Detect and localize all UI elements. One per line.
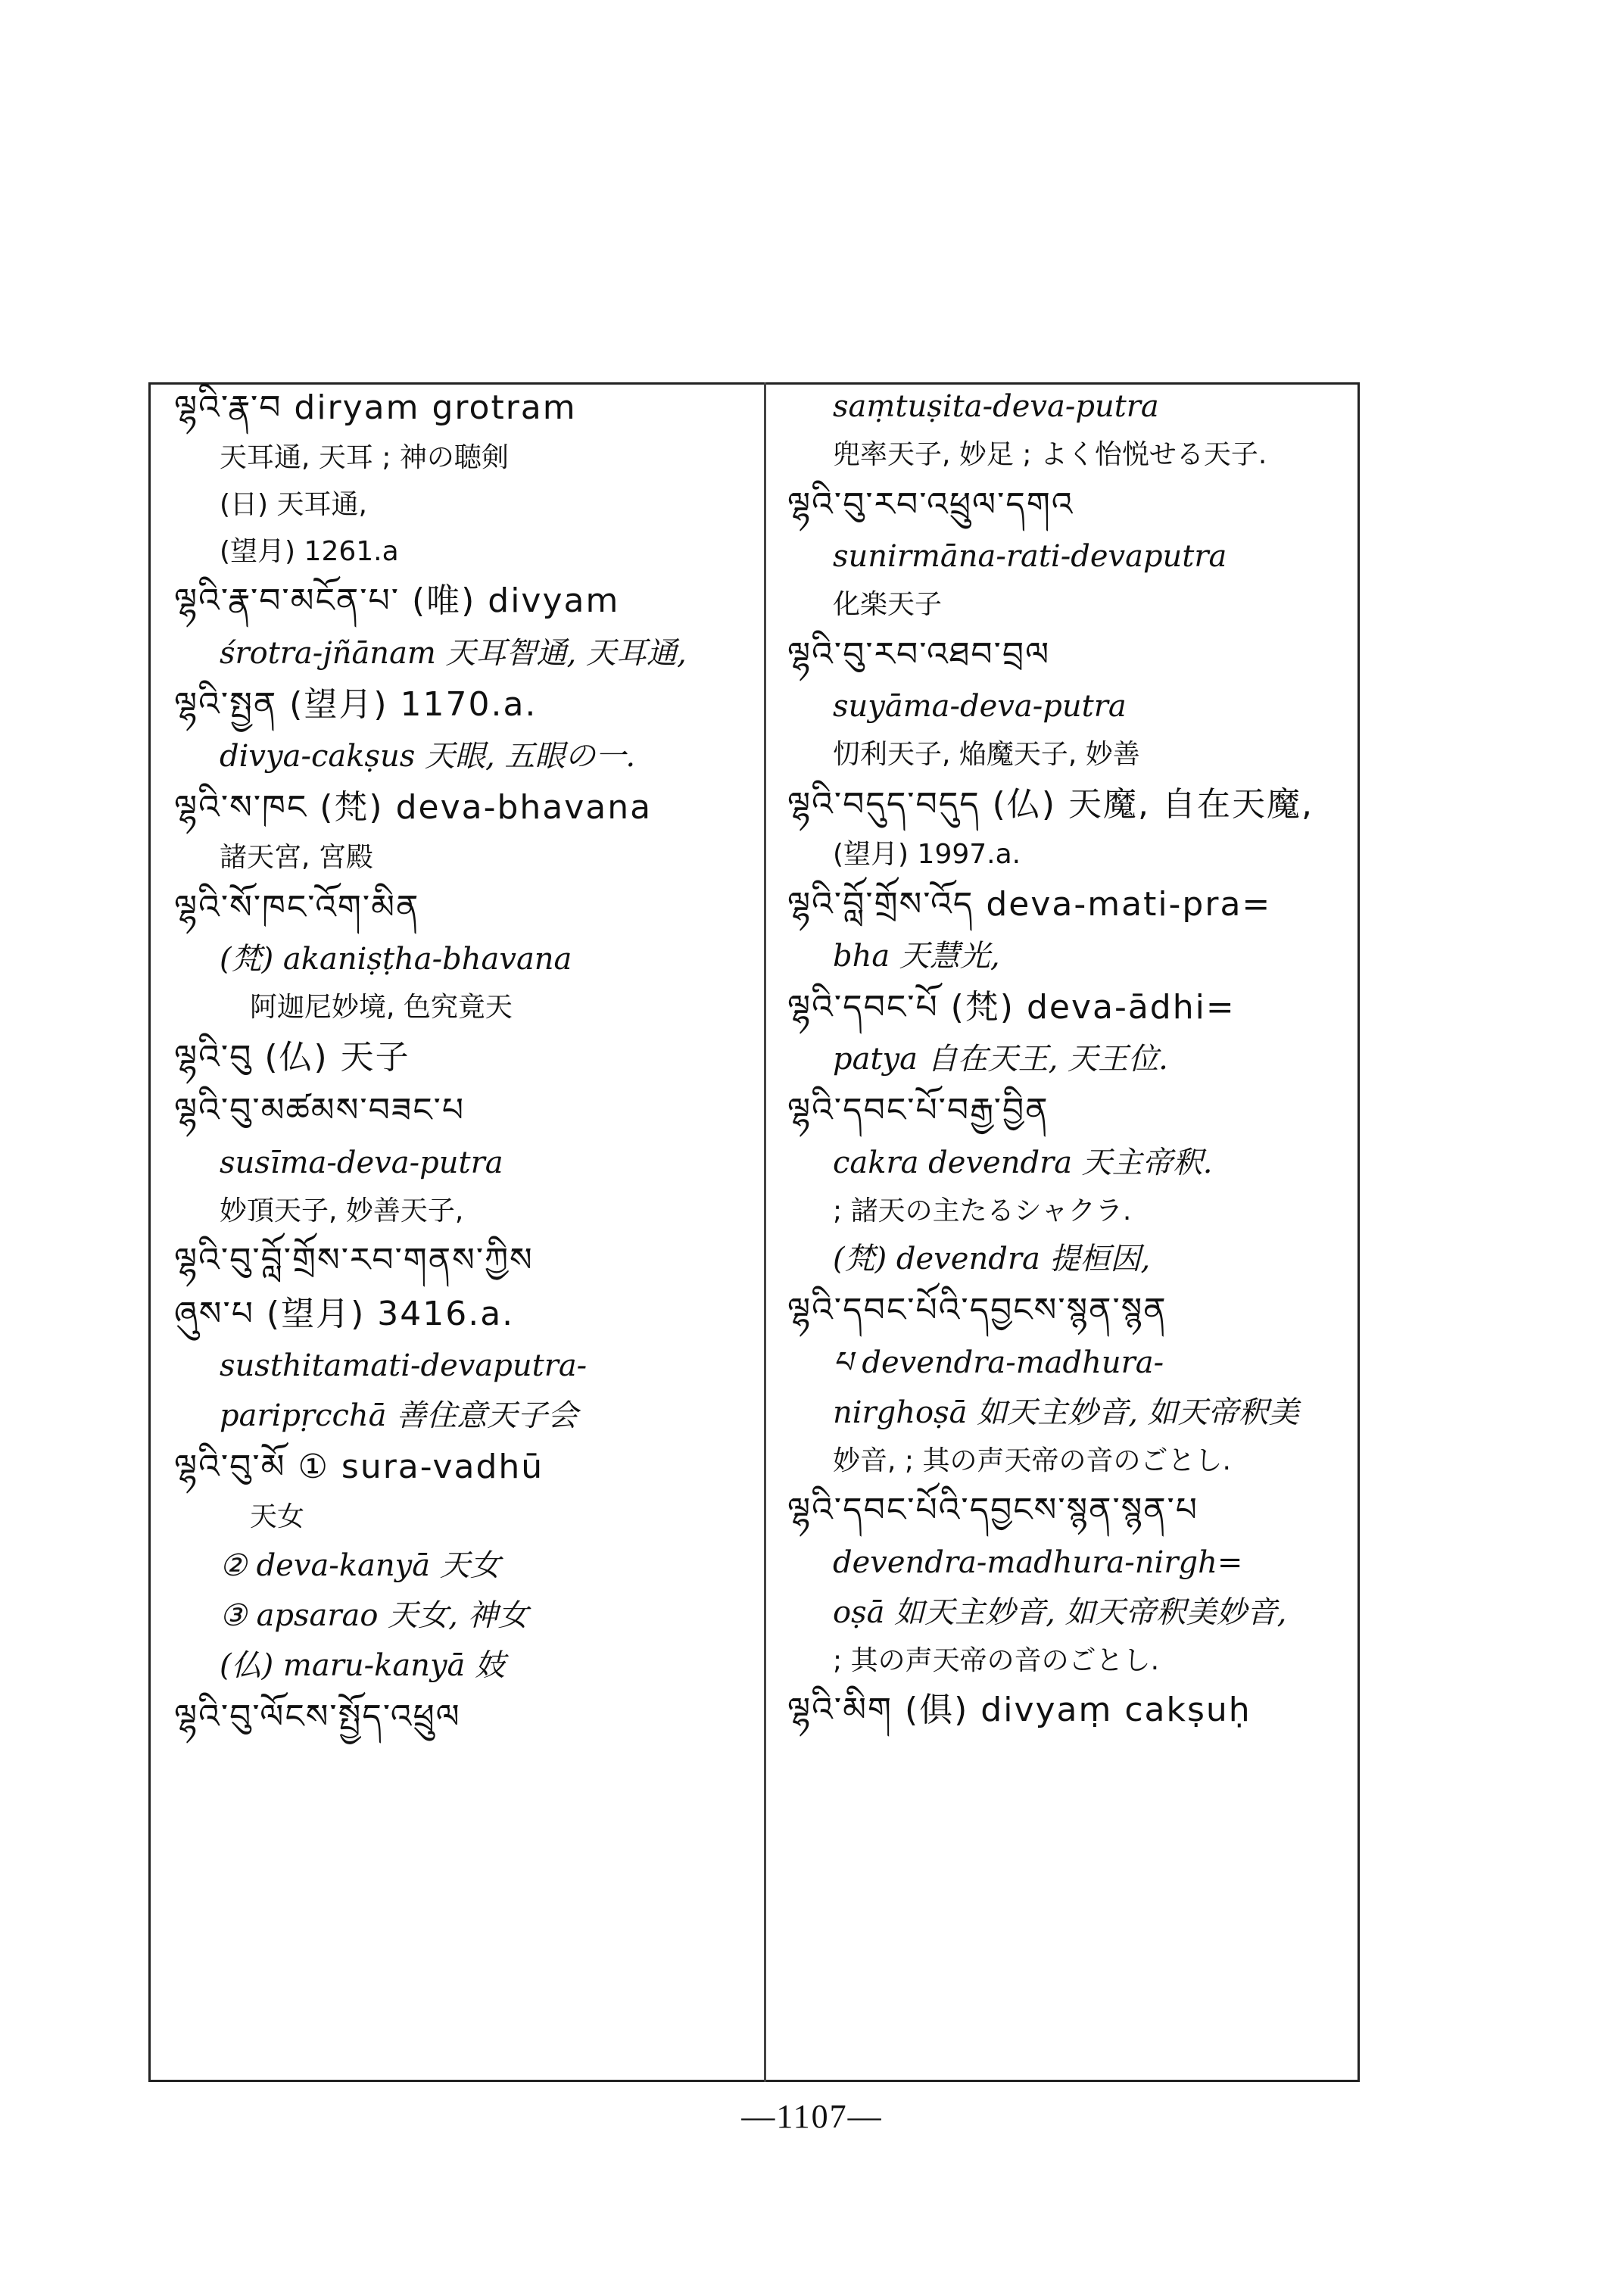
entry-line: 忉利天子, 焔魔天子, 妙善 bbox=[833, 738, 1140, 770]
entry-line: ལྷའི་བུ་རབ་འཐབ་བྲལ bbox=[787, 634, 1051, 674]
entry-line: nirghoṣā 如天主妙音, 如天帝釈美 bbox=[833, 1395, 1299, 1430]
entry-line: (日) 天耳通, bbox=[220, 488, 367, 520]
entry-line: ལྷའི་དབང་པོའི་དབྱངས་སྙན་སྙན bbox=[787, 1291, 1167, 1330]
entry-line: (望月) 1261.a bbox=[220, 535, 399, 567]
entry-line: susthitamati-devaputra- bbox=[220, 1348, 588, 1384]
entry-line: ལྷའི་བུ་རབ་འཕྲུལ་དགའ bbox=[787, 485, 1074, 524]
entry-line: ལྷའི་བུ (仏) 天子 bbox=[174, 1037, 410, 1077]
entry-line: cakra devendra 天主帝釈. bbox=[833, 1145, 1213, 1180]
entry-line: (梵) devendra 提桓因, bbox=[833, 1242, 1151, 1277]
entry-line: (梵) akaniṣṭha-bhavana bbox=[220, 942, 572, 977]
entry-line: པ devendra-madhura- bbox=[833, 1345, 1164, 1380]
entry-line: ལྷའི་རྣ་བ་མངོན་པ་ (唯) divyam bbox=[174, 581, 620, 621]
entry-line: bha 天慧光, bbox=[833, 938, 1000, 974]
entry-line: 妙音, ; 其の声天帝の音のごとし. bbox=[833, 1445, 1231, 1476]
entry-line: ལྷའི་སོ་ཁང་འོག་མིན bbox=[174, 887, 420, 927]
entry-line: sunirmāna-rati-devaputra bbox=[833, 538, 1227, 574]
entry-line: 妙頂天子, 妙善天子, bbox=[220, 1195, 464, 1226]
entry-line: ལྷའི་སྤྱན (望月) 1170.a. bbox=[174, 684, 538, 724]
entry-line: divya-cakṣus 天眼, 五眼の一. bbox=[220, 738, 636, 774]
entry-line: saṃtuṣita-deva-putra bbox=[833, 389, 1159, 424]
entry-line: ལྷའི་བདུད་བདུད (仏) 天魔, 自在天魔, bbox=[787, 784, 1314, 824]
entry-line: ; 其の声天帝の音のごとし. bbox=[833, 1644, 1160, 1676]
entry-line: paripṛcchā 善住意天子会 bbox=[220, 1398, 578, 1434]
entry-line: oṣā 如天主妙音, 如天帝釈美妙音, bbox=[833, 1594, 1287, 1630]
entry-line: ལྷའི་དབང་པོ་བརྒྱ་བྱིན bbox=[787, 1091, 1049, 1130]
entry-line: 天女 bbox=[250, 1501, 305, 1533]
entry-line: ③ apsarao 天女, 神女 bbox=[220, 1598, 528, 1634]
entry-line: ལྷའི་མིག (俱) divyaṃ cakṣuḥ bbox=[787, 1691, 1252, 1730]
entry-line: 天耳通, 天耳 ; 神の聴剣 bbox=[220, 442, 509, 474]
entry-line: ལྷའི་བུ་བློ་གྲོས་རབ་གནས་ཀྱིས bbox=[174, 1241, 534, 1280]
entry-line: (望月) 1997.a. bbox=[833, 838, 1021, 870]
entry-line: 諸天宮, 宮殿 bbox=[220, 842, 373, 874]
entry-line: ལྷའི་བློ་གྲོས་འོད deva-mati-pra= bbox=[787, 884, 1272, 924]
entry-line: 兜率天子, 妙足 ; よく怡悦せる天子. bbox=[833, 439, 1267, 470]
entry-line: susīma-deva-putra bbox=[220, 1145, 503, 1180]
entry-line: 化楽天子 bbox=[833, 588, 943, 620]
entry-line: ② deva-kanyā 天女 bbox=[220, 1548, 500, 1584]
entry-line: ལྷའི་ས་ཁང (梵) deva-bhavana bbox=[174, 787, 653, 827]
entry-line: ལྷའི་དབང་པོ (梵) deva-ādhi= bbox=[787, 987, 1236, 1027]
entry-line: ལྷའི་བུ་མཚམས་བཟང་པ bbox=[174, 1091, 466, 1130]
entry-line: ལྷའི་དབང་པོའི་དབྱངས་སྙན་སྙན་པ bbox=[787, 1491, 1199, 1530]
entry-line: ལྷའི་རྣ་བ diryam grotram bbox=[174, 388, 577, 427]
entry-line: suyāma-deva-putra bbox=[833, 688, 1127, 724]
entry-line: patya 自在天王, 天王位. bbox=[833, 1042, 1168, 1077]
entry-line: ལྷའི་བུ་མོ ① sura-vadhū bbox=[174, 1448, 544, 1487]
entry-line: (仏) maru-kanyā 妓 bbox=[220, 1648, 506, 1684]
entry-line: ; 諸天の主たるシャクラ. bbox=[833, 1195, 1132, 1226]
right-column bbox=[787, 390, 1351, 1746]
entry-line: śrotra-jñānam 天耳智通, 天耳通, bbox=[220, 635, 687, 671]
page-number: —1107— bbox=[741, 2098, 883, 2135]
column-divider bbox=[764, 382, 766, 2082]
entry-line: 阿迦尼妙境, 色究竟天 bbox=[250, 992, 513, 1024]
left-column bbox=[174, 390, 750, 1752]
entry-line: ལྷའི་བུ་ལོངས་སྤྱོད་འཕྲུལ bbox=[174, 1697, 461, 1737]
entry-line: ཞུས་པ (望月) 3416.a. bbox=[174, 1294, 515, 1333]
entry-line: devendra-madhura-nirgh= bbox=[833, 1544, 1243, 1580]
